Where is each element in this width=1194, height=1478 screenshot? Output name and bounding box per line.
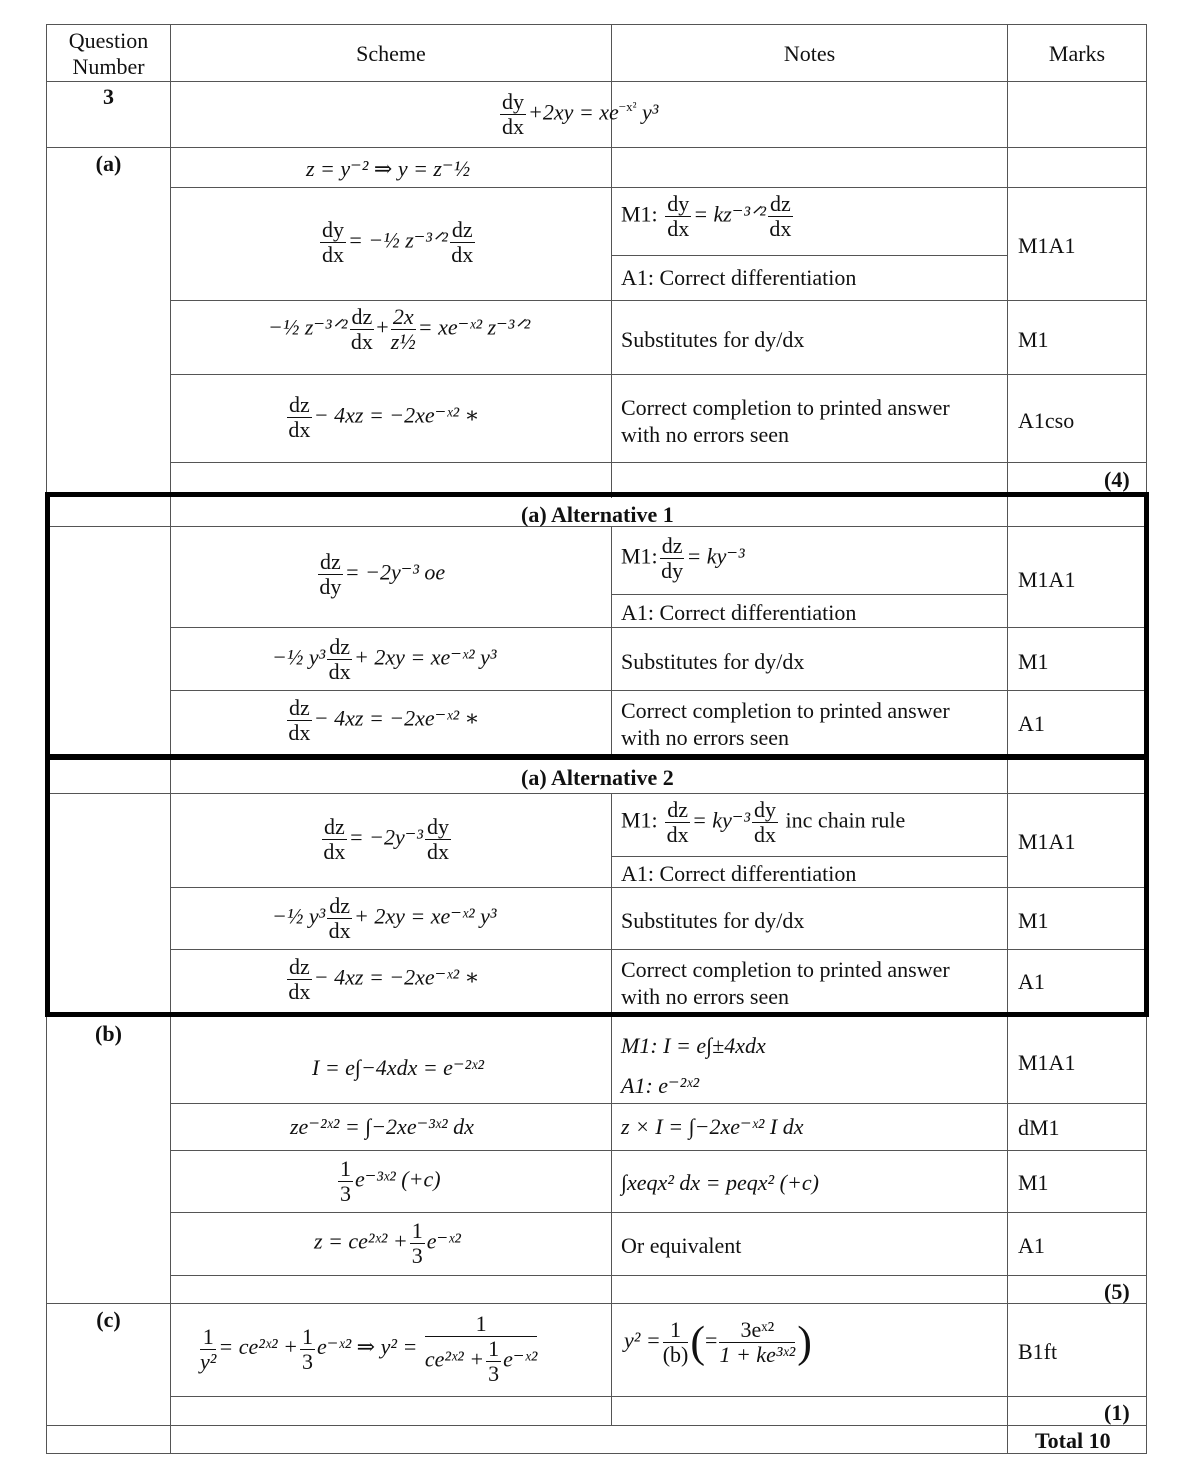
part-a-label: (a) [95,151,122,176]
alt1-subst-note: Substitutes for dy/dx [621,649,805,674]
part-a-subst-note: Substitutes for dy/dx [621,327,805,352]
alt2-mark-m1a1: M1A1 [1018,829,1076,854]
alt2-line1: $\frac{dz}{dx}$ = −2y⁻³ $\frac{dy}{dx}$ [323,814,449,864]
part-c-note: y² = $\frac{1}{(b)}$ (= $\frac{\text{3eˣ²}}{\text{1 + ke³ˣ²}}$ ) [624,1317,812,1367]
alt1-a1-note: A1: Correct differentiation [621,600,857,625]
part-b-mark-m1a1: M1A1 [1018,1050,1076,1075]
header-notes: Notes [783,41,836,66]
part-b-label: (b) [95,1021,122,1046]
alt2-subst-note: Substitutes for dy/dx [621,908,805,933]
alt1-line1: $\frac{dz}{dy}$ = −2y⁻³ oe [319,549,446,599]
part-b-line4-note: Or equivalent [621,1233,742,1258]
part-a-line4: $\frac{dz}{dx}$ − 4xz = −2xe⁻ˣ² ∗ [288,392,480,442]
alt1-m1-note: M1: $\frac{dz}{dy}$ = ky⁻³ [621,533,745,583]
alt2-box [45,755,1149,1017]
part-a-mark-m1: M1 [1018,327,1049,352]
part-b-m1-note: M1: I = e∫±4xdx [621,1033,766,1058]
part-a-line1: z = y⁻² ⇒ y = z⁻½ [306,156,471,181]
part-c-label: (c) [96,1307,121,1332]
part-b-line2: ze⁻²ˣ² = ∫−2xe⁻³ˣ² dx [290,1114,474,1139]
grand-total: Total 10 [1035,1428,1111,1453]
alt2-line3: $\frac{dz}{dx}$ − 4xz = −2xe⁻ˣ² ∗ [288,954,480,1004]
part-b-line2-note: z × I = ∫−2xe⁻ˣ² I dx [621,1114,804,1139]
part-b-a1-note: A1: e⁻²ˣ² [621,1073,700,1098]
alt1-heading: (a) Alternative 1 [521,502,674,527]
part-c-mark-b1ft: B1ft [1018,1339,1058,1364]
part-b-line3: $\frac{1}{3}$ e⁻³ˣ² (+c) [340,1156,441,1206]
part-a-mark-m1a1: M1A1 [1018,233,1076,258]
alt1-mark-m1: M1 [1018,649,1049,674]
part-b-mark-m1: M1 [1018,1170,1049,1195]
part-b-line1: I = e∫−4xdx = e⁻²ˣ² [312,1055,484,1080]
alt2-m1-note: M1: $\frac{dz}{dx}$ = ky⁻³ $\frac{dy}{dx}$ inc chain rule [621,797,906,847]
alt1-completion-note: Correct completion to printed answer with no errors seen [621,698,950,750]
alt2-mark-a1: A1 [1018,969,1045,994]
part-a-total: (4) [1104,467,1130,492]
header-scheme: Scheme [356,41,426,66]
part-b-line3-note: ∫xeqx² dx = peqx² (+c) [621,1170,819,1195]
question-equation: $\frac{dy}{dx}$ $+2xy = xe^{-x^2}$ y³ [502,89,659,139]
alt2-heading: (a) Alternative 2 [521,765,674,790]
part-b-line4: z = ce²ˣ² + $\frac{1}{3}$ e⁻ˣ² [314,1218,461,1268]
part-b-mark-a1: A1 [1018,1233,1045,1258]
part-b-mark-dm1: dM1 [1018,1115,1060,1140]
alt1-box [45,492,1149,759]
alt1-line2: −½ y³ $\frac{dz}{dx}$ + 2xy = xe⁻ˣ² y³ [272,634,497,684]
header-question-number: Question Number [68,28,149,79]
part-a-line3: −½ z⁻³ᐟ² $\frac{dz}{dx}$ + $\frac{2x}{\text{z½}}$ = xe⁻ˣ² z⁻³ᐟ² [268,304,531,354]
alt1-line3: $\frac{dz}{dx}$ − 4xz = −2xe⁻ˣ² ∗ [288,695,480,745]
header-marks: Marks [1048,41,1106,66]
part-a-mark-a1cso: A1cso [1018,408,1075,433]
question-number: 3 [103,84,114,109]
part-c-scheme: $\frac{1}{\text{y²}}$ = ce²ˣ² + $\frac{1}{3}$ e⁻ˣ² ⇒ y² = 1 ce²ˣ² + $\frac{1}{3}$ e⁻ˣ² [200,1311,538,1386]
alt1-mark-a1: A1 [1018,711,1045,736]
alt1-mark-m1a1: M1A1 [1018,567,1076,592]
part-b-total: (5) [1104,1279,1130,1304]
part-a-completion-note: Correct completion to printed answer with no errors seen [621,395,950,447]
part-a-a1-note: A1: Correct differentiation [621,265,857,290]
alt2-a1-note: A1: Correct differentiation [621,861,857,886]
part-a-m1-note: M1: $\frac{dy}{dx}$ = kz⁻³ᐟ² $\frac{dz}{dx}$ [621,191,792,241]
alt2-mark-m1: M1 [1018,908,1049,933]
alt2-line2: −½ y³ $\frac{dz}{dx}$ + 2xy = xe⁻ˣ² y³ [272,893,497,943]
part-c-total: (1) [1104,1400,1130,1425]
alt2-completion-note: Correct completion to printed answer with no errors seen [621,957,950,1009]
part-a-line2: $\frac{dy}{dx}$ = −½ z⁻³ᐟ² $\frac{dz}{dx}$ [322,217,474,267]
